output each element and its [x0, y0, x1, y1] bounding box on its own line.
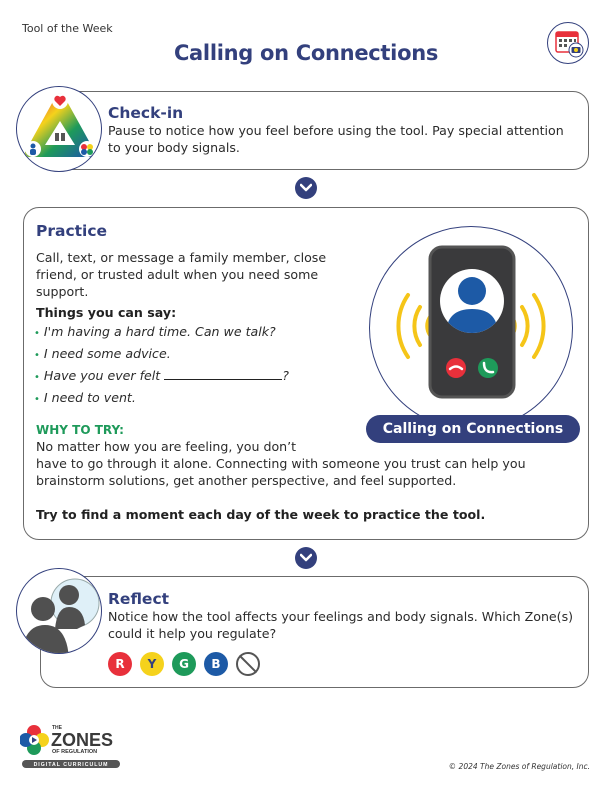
practice-instruction: Try to find a moment each day of the week to practice the tool.	[36, 507, 486, 522]
zone-yellow-circle: Y	[140, 652, 164, 676]
bullet-icon: •	[34, 350, 40, 361]
phrase-list	[34, 323, 289, 411]
checkin-text: Pause to notice how you feel before using the tool. Pay special attention to your body signals.	[108, 123, 564, 155]
why-to-try-heading: WHY TO TRY:	[36, 423, 124, 437]
zones-of-regulation-logo	[20, 722, 125, 770]
tool-name-badge: Calling on Connections	[366, 415, 580, 443]
list-item: • Have you ever felt ?	[34, 368, 289, 383]
svg-text:OF REGULATION: OF REGULATION	[52, 749, 98, 755]
reflect-text: Notice how the tool affects your feelings and body signals. Which Zone(s) could it help you regulate?	[108, 609, 574, 641]
list-item: • I need some advice.	[34, 346, 171, 361]
practice-text: Call, text, or message a family member, close friend, or trusted adult when you need some support.	[36, 250, 327, 299]
reflection-mirror-icon	[16, 568, 102, 654]
chevron-down-icon	[295, 177, 317, 199]
calendar-camera-icon	[547, 22, 589, 64]
zone-blue-circle: B	[204, 652, 228, 676]
list-item: • I need to vent.	[34, 390, 136, 405]
no-symbol-icon	[236, 652, 260, 676]
svg-text:ZONES: ZONES	[51, 730, 114, 750]
zone-options	[108, 652, 260, 676]
bullet-icon: •	[34, 372, 40, 383]
zone-red-circle: R	[108, 652, 132, 676]
svg-text:DIGITAL CURRICULUM: DIGITAL CURRICULUM	[33, 762, 109, 769]
chevron-down-icon	[295, 547, 317, 569]
reflect-title: Reflect	[108, 590, 170, 608]
zone-green-circle: G	[172, 652, 196, 676]
copyright-text: © 2024 The Zones of Regulation, Inc.	[448, 762, 590, 771]
zones-triangle-icon	[16, 86, 102, 172]
list-item: • I'm having a hard time. Can we talk?	[34, 324, 276, 339]
checkin-title: Check-in	[108, 104, 184, 122]
bullet-icon: •	[34, 328, 40, 339]
why-text: have to go through it alone. Connecting with someone you trust can help you brainstorm solutions, get another perspective, and feel supported.	[36, 456, 526, 488]
why-text-line1: No matter how you are feeling, you don’t	[36, 439, 297, 454]
svg-text:THE: THE	[52, 725, 62, 731]
things-you-can-say-heading: Things you can say:	[36, 305, 177, 320]
phone-call-illustration	[369, 226, 573, 430]
tool-of-week-label: Tool of the Week	[22, 22, 113, 35]
fill-in-blank	[164, 368, 282, 380]
practice-title: Practice	[36, 222, 108, 240]
bullet-icon: •	[34, 394, 40, 405]
page-title: Calling on Connections	[173, 41, 439, 65]
